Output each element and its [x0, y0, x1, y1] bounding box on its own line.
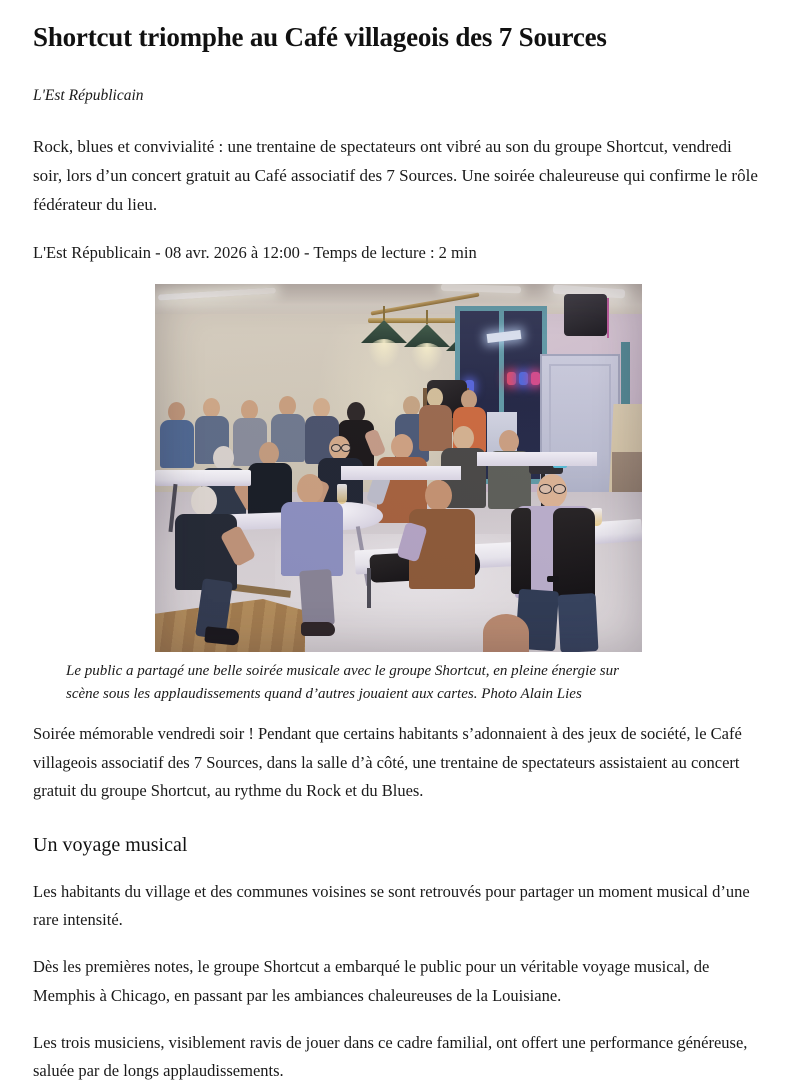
article-paragraph: Les trois musiciens, visiblement ravis de jouer dans ce cadre familial, ont offert une performance généreuse, saluée par de longs applaudissements. — [33, 1033, 748, 1081]
article-lede: Rock, blues et convivialité : une trentaine de spectateurs ont vibré au son du groupe Shortcut, vendredi soir, lors d’un concert gratuit au Café associatif des 7 Sources. Une soirée chaleureuse qui confirme le rôle fédérateur du lieu. — [33, 136, 758, 215]
article-paragraph: Soirée mémorable vendredi soir ! Pendant que certains habitants s’adonnaient à des jeux de société, le Café villageois associatif des 7 Sources, dans la salle d’à côté, une trentaine de spectateurs assistaient au concert gratuit du groupe Shortcut, au rythme du Rock et du Blues. — [33, 724, 742, 801]
article-paragraph: Les habitants du village et des communes voisines se sont retrouvés pour partager un moment musical d’une rare intensité. — [33, 881, 750, 929]
article-byline: L'Est Républicain - 08 avr. 2026 à 12:00 - Temps de lecture : 2 min — [33, 242, 477, 262]
article-figure — [66, 284, 642, 707]
article-source: L'Est Républicain — [33, 86, 144, 104]
figure-caption: Le public a partagé une belle soirée musicale avec le groupe Shortcut, en pleine énergie sur scène sous les applaudissements quand d’autres jouaient aux cartes. Photo Alain Lies — [66, 662, 619, 703]
concert-photo — [155, 284, 642, 652]
photo-vignette — [155, 284, 642, 652]
article-paragraph: Dès les premières notes, le groupe Shortcut a embarqué le public pour un véritable voyage musical, de Memphis à Chicago, en passant par les ambiances chaleureuses de la Louisiane. — [33, 957, 710, 1005]
page-title: Shortcut triomphe au Café villageois des 7 Sources — [33, 22, 607, 52]
section-subheading: Un voyage musical — [33, 833, 188, 856]
